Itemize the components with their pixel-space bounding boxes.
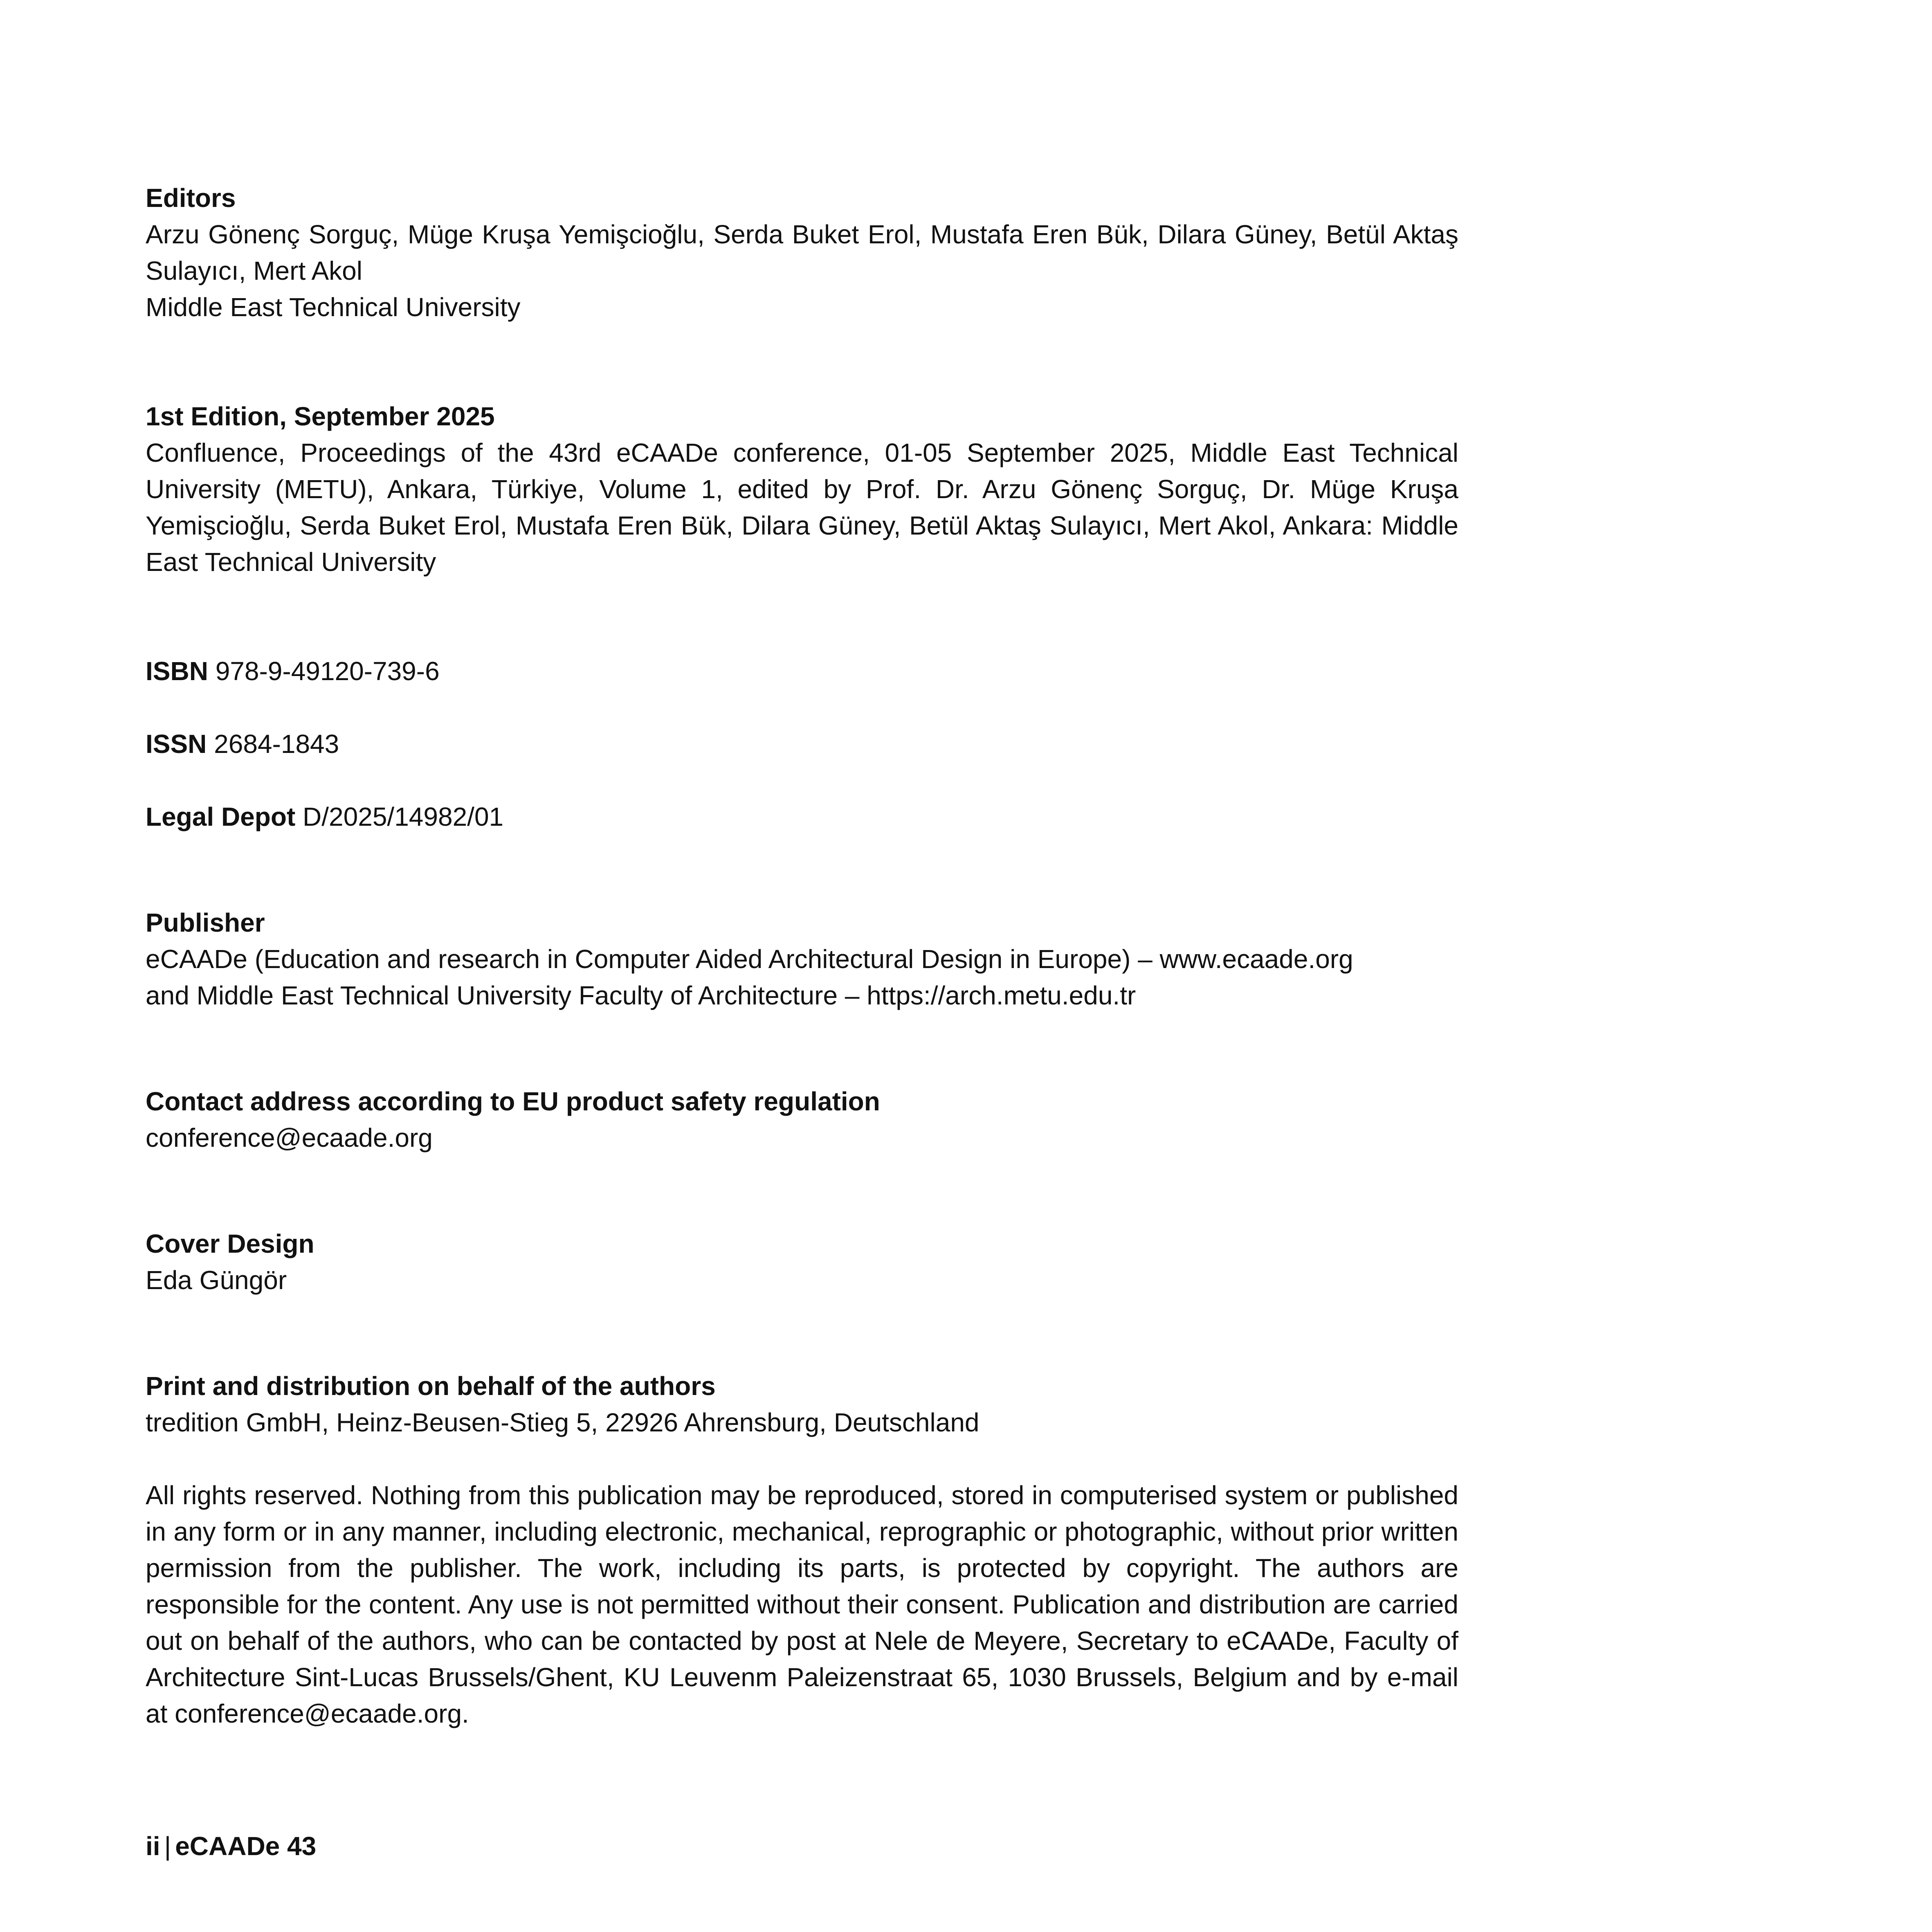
cover-design-section — [146, 1226, 1458, 1298]
publisher-section — [146, 905, 1458, 1014]
issn-label: ISSN — [146, 729, 207, 759]
publisher-heading: Publisher — [146, 908, 265, 937]
publisher-line-1: eCAADe (Education and research in Computer Aided Architectural Design in Europe) – www.ecaade.org — [146, 944, 1353, 974]
page-footer — [146, 1828, 316, 1865]
contact-heading: Contact address according to EU product safety regulation — [146, 1087, 880, 1116]
issn-value: 2684-1843 — [214, 729, 339, 759]
edition-section — [146, 398, 1458, 580]
editors-names: Arzu Gönenç Sorguç, Müge Kruşa Yemişcioğlu, Serda Buket Erol, Mustafa Eren Bük, Dilara Güney, Betül Aktaş Sulayıcı, Mert Akol — [146, 220, 1458, 285]
issn-line — [146, 726, 1458, 762]
print-address: tredition GmbH, Heinz-Beusen-Stieg 5, 22926 Ahrensburg, Deutschland — [146, 1408, 979, 1437]
page-number: ii — [146, 1831, 160, 1861]
publisher-line-2: and Middle East Technical University Faculty of Architecture – https://arch.metu.edu.tr — [146, 981, 1136, 1010]
isbn-line — [146, 653, 1458, 690]
print-heading: Print and distribution on behalf of the authors — [146, 1371, 716, 1401]
contact-email: conference@ecaade.org — [146, 1123, 433, 1152]
editors-section — [146, 180, 1458, 326]
footer-label: eCAADe 43 — [175, 1831, 317, 1861]
footer-separator: | — [164, 1831, 171, 1861]
legal-depot-label: Legal Depot — [146, 802, 296, 831]
edition-heading: 1st Edition, September 2025 — [146, 402, 495, 431]
editors-heading: Editors — [146, 183, 236, 213]
print-section — [146, 1368, 1458, 1441]
cover-design-heading: Cover Design — [146, 1229, 315, 1258]
legal-depot-line — [146, 799, 1458, 835]
cover-designer: Eda Güngör — [146, 1265, 287, 1295]
isbn-label: ISBN — [146, 656, 208, 686]
imprint-page — [146, 180, 1458, 1732]
rights-paragraph: All rights reserved. Nothing from this publication may be reproduced, stored in computerised system or published in any form or in any manner, including electronic, mechanical, reprographic or photographic, without prior written permission from the publisher. The work, including its parts, is protected by copyright. The authors are responsible for the content. Any use is not permitted without their consent. Publication and distribution are carried out on behalf of the authors, who can be contacted by post at Nele de Meyere, Secretary to eCAADe, Faculty of Architecture Sint-Lucas Brussels/Ghent, KU Leuvenm Paleizenstraat 65, 1030 Brussels, Belgium and by e-mail at conference@ecaade.org. — [146, 1480, 1458, 1728]
isbn-value: 978-9-49120-739-6 — [215, 656, 440, 686]
contact-section — [146, 1083, 1458, 1156]
legal-depot-value: D/2025/14982/01 — [303, 802, 504, 831]
editors-affiliation: Middle East Technical University — [146, 292, 521, 322]
edition-citation: Confluence, Proceedings of the 43rd eCAADe conference, 01-05 September 2025, Middle East Technical University (METU), Ankara, Türkiye, Volume 1, edited by Prof. Dr. Arzu Gönenç Sorguç, Dr. Müge Kruşa Yemişcioğlu, Serda Buket Erol, Mustafa Eren Bük, Dilara Güney, Betül Aktaş Sulayıcı, Mert Akol, Ankara: Middle East Technical University — [146, 438, 1458, 577]
